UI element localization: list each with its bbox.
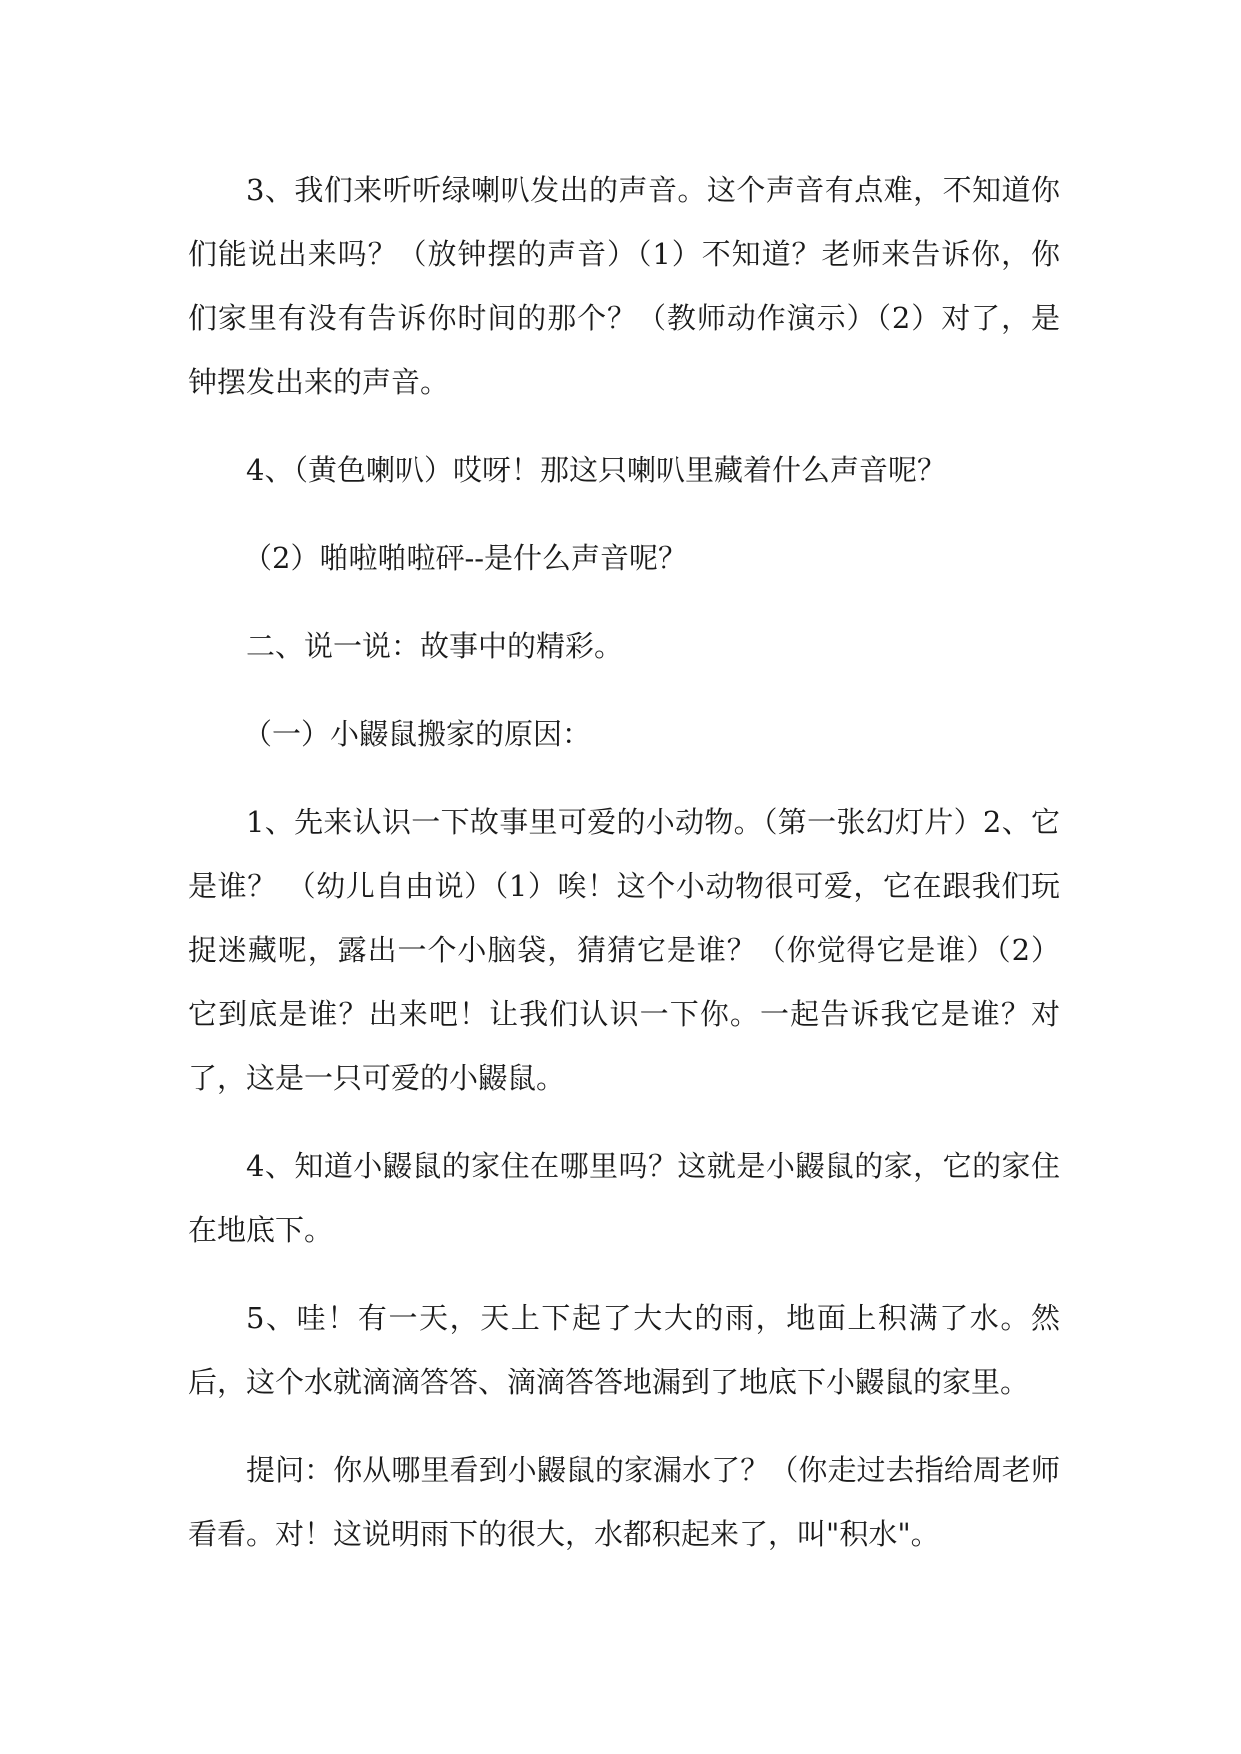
section-heading-story: 二、说一说：故事中的精彩。 bbox=[246, 629, 624, 663]
paragraph-green-horn: 3、我们来听听绿喇叭发出的声音。这个声音有点难，不知道你们能说出来吗？（放钟摆的声音）（1）不知道？老师来告诉你，你们家里有没有告诉你时间的那个？（教师动作演示）（2）对了，是钟摆发出来的声音。 bbox=[188, 173, 1060, 399]
subsection-heading-reason: （一）小鼹鼠搬家的原因： bbox=[243, 717, 592, 751]
document-body bbox=[188, 158, 1060, 1590]
paragraph-rain: 5、哇！有一天，天上下起了大大的雨，地面上积满了水。然后，这个水就滴滴答答、滴滴答答地漏到了地底下小鼹鼠的家里。 bbox=[188, 1301, 1060, 1399]
paragraph-yellow-horn: 4、（黄色喇叭）哎呀！那这只喇叭里藏着什么声音呢？ bbox=[246, 453, 946, 487]
paragraph-meet-animal: 1、先来认识一下故事里可爱的小动物。（第一张幻灯片）2、它是谁？ （幼儿自由说）（1）唉！这个小动物很可爱，它在跟我们玩捉迷藏呢，露出一个小脑袋，猜猜它是谁？（你觉得它是谁）（2）它到底是谁？出来吧！让我们认识一下你。一起告诉我它是谁？对了，这是一只可爱的小鼹鼠。 bbox=[188, 805, 1060, 1095]
paragraph-sound-question: （2）啪啦啪啦砰--是什么声音呢？ bbox=[243, 541, 688, 575]
paragraph-question-leak: 提问：你从哪里看到小鼹鼠的家漏水了？（你走过去指给周老师看看。对！这说明雨下的很大，水都积起来了，叫"积水"。 bbox=[188, 1453, 1060, 1551]
paragraph-mole-home: 4、知道小鼹鼠的家住在哪里吗？这就是小鼹鼠的家，它的家住在地底下。 bbox=[188, 1149, 1060, 1247]
